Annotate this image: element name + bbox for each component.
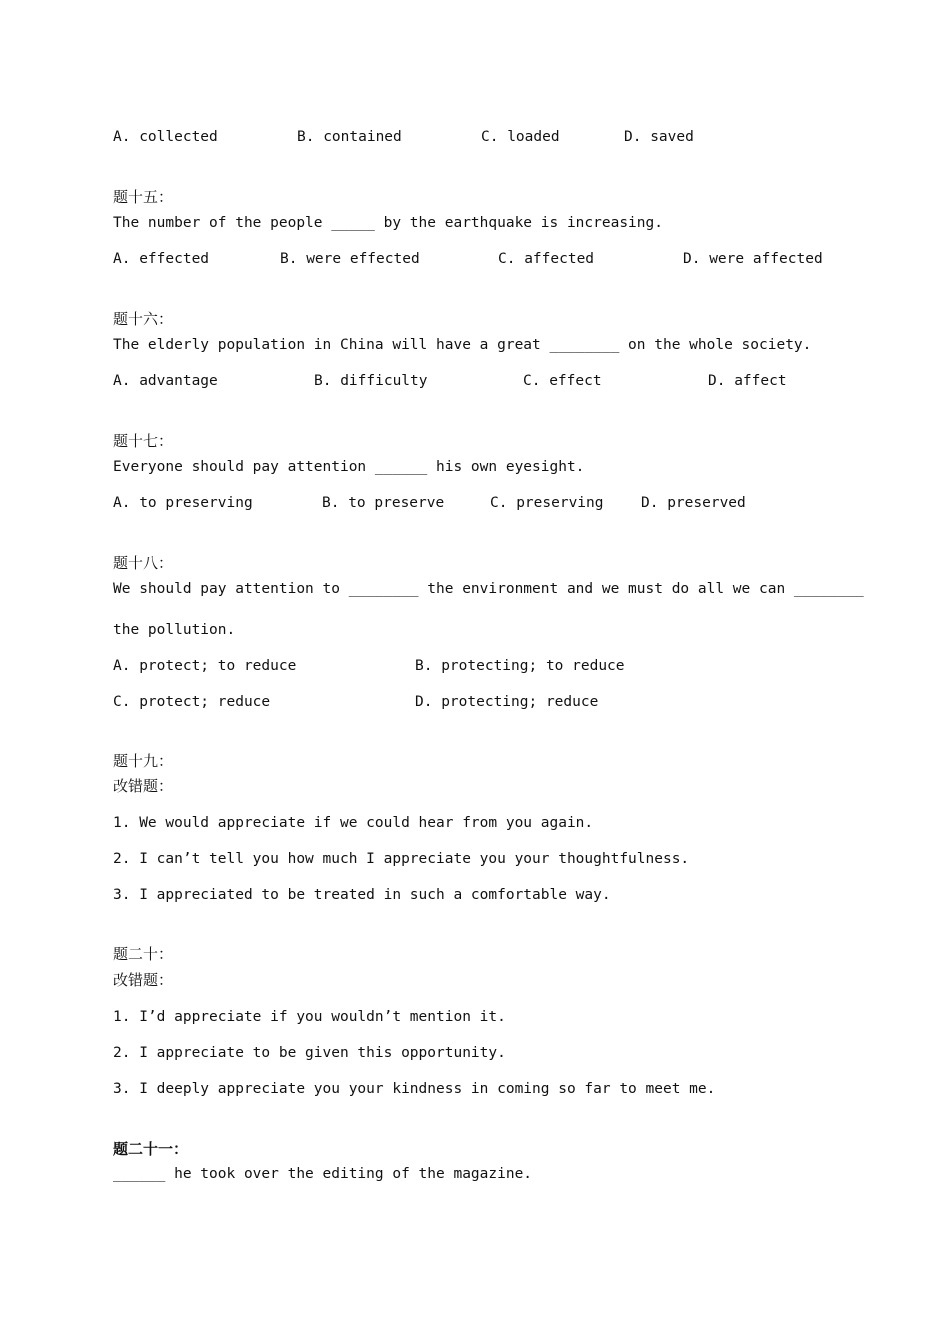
question-stem: The elderly population in China will have a great ________ on the whole society. bbox=[113, 337, 812, 353]
q14-option-b: B. contained bbox=[297, 129, 402, 145]
question-subtitle: 改错题： bbox=[113, 971, 174, 989]
question-stem: Everyone should pay attention ______ his own eyesight. bbox=[113, 459, 585, 475]
q14-option-a: A. collected bbox=[113, 129, 218, 145]
question-title: 题十九： bbox=[113, 752, 174, 770]
q16-option-b: B. difficulty bbox=[314, 373, 428, 389]
question-title: 题十七： bbox=[113, 432, 174, 450]
q18-option-a: A. protect; to reduce bbox=[113, 658, 297, 674]
q16-option-c: C. effect bbox=[523, 373, 602, 389]
error-correction-item: 1. We would appreciate if we could hear from you again. bbox=[113, 815, 594, 831]
q17-option-a: A. to preserving bbox=[113, 495, 253, 511]
error-correction-item: 1. I’d appreciate if you wouldn’t mention it. bbox=[113, 1009, 506, 1025]
q17-option-c: C. preserving bbox=[490, 495, 604, 511]
q18-option-d: D. protecting; reduce bbox=[415, 694, 599, 710]
q17-option-b: B. to preserve bbox=[322, 495, 445, 511]
question-title: 题二十： bbox=[113, 945, 174, 963]
error-correction-item: 3. I deeply appreciate you your kindness in coming so far to meet me. bbox=[113, 1081, 716, 1097]
question-stem: ______ he took over the editing of the magazine. bbox=[113, 1166, 533, 1182]
question-subtitle: 改错题： bbox=[113, 777, 174, 795]
question-title: 题十八： bbox=[113, 554, 174, 572]
error-correction-item: 2. I appreciate to be given this opportunity. bbox=[113, 1045, 506, 1061]
q17-option-d: D. preserved bbox=[641, 495, 746, 511]
q15-option-b: B. were effected bbox=[280, 251, 420, 267]
q18-option-b: B. protecting; to reduce bbox=[415, 658, 625, 674]
q16-option-d: D. affect bbox=[708, 373, 787, 389]
q14-option-c: C. loaded bbox=[481, 129, 560, 145]
error-correction-item: 2. I can’t tell you how much I appreciate you your thoughtfulness. bbox=[113, 851, 690, 867]
q16-option-a: A. advantage bbox=[113, 373, 218, 389]
q18-option-c: C. protect; reduce bbox=[113, 694, 271, 710]
q15-option-d: D. were affected bbox=[683, 251, 823, 267]
question-stem: The number of the people _____ by the earthquake is increasing. bbox=[113, 215, 663, 231]
question-stem-line-1: We should pay attention to ________ the environment and we must do all we can ________ bbox=[113, 581, 864, 597]
question-stem-line-2: the pollution. bbox=[113, 622, 236, 638]
q15-option-a: A. effected bbox=[113, 251, 210, 267]
question-title: 题十六： bbox=[113, 310, 174, 328]
q14-option-d: D. saved bbox=[624, 129, 694, 145]
error-correction-item: 3. I appreciated to be treated in such a comfortable way. bbox=[113, 887, 611, 903]
q15-option-c: C. affected bbox=[498, 251, 595, 267]
question-title: 题十五： bbox=[113, 188, 174, 206]
question-title: 题二十一： bbox=[113, 1140, 189, 1158]
